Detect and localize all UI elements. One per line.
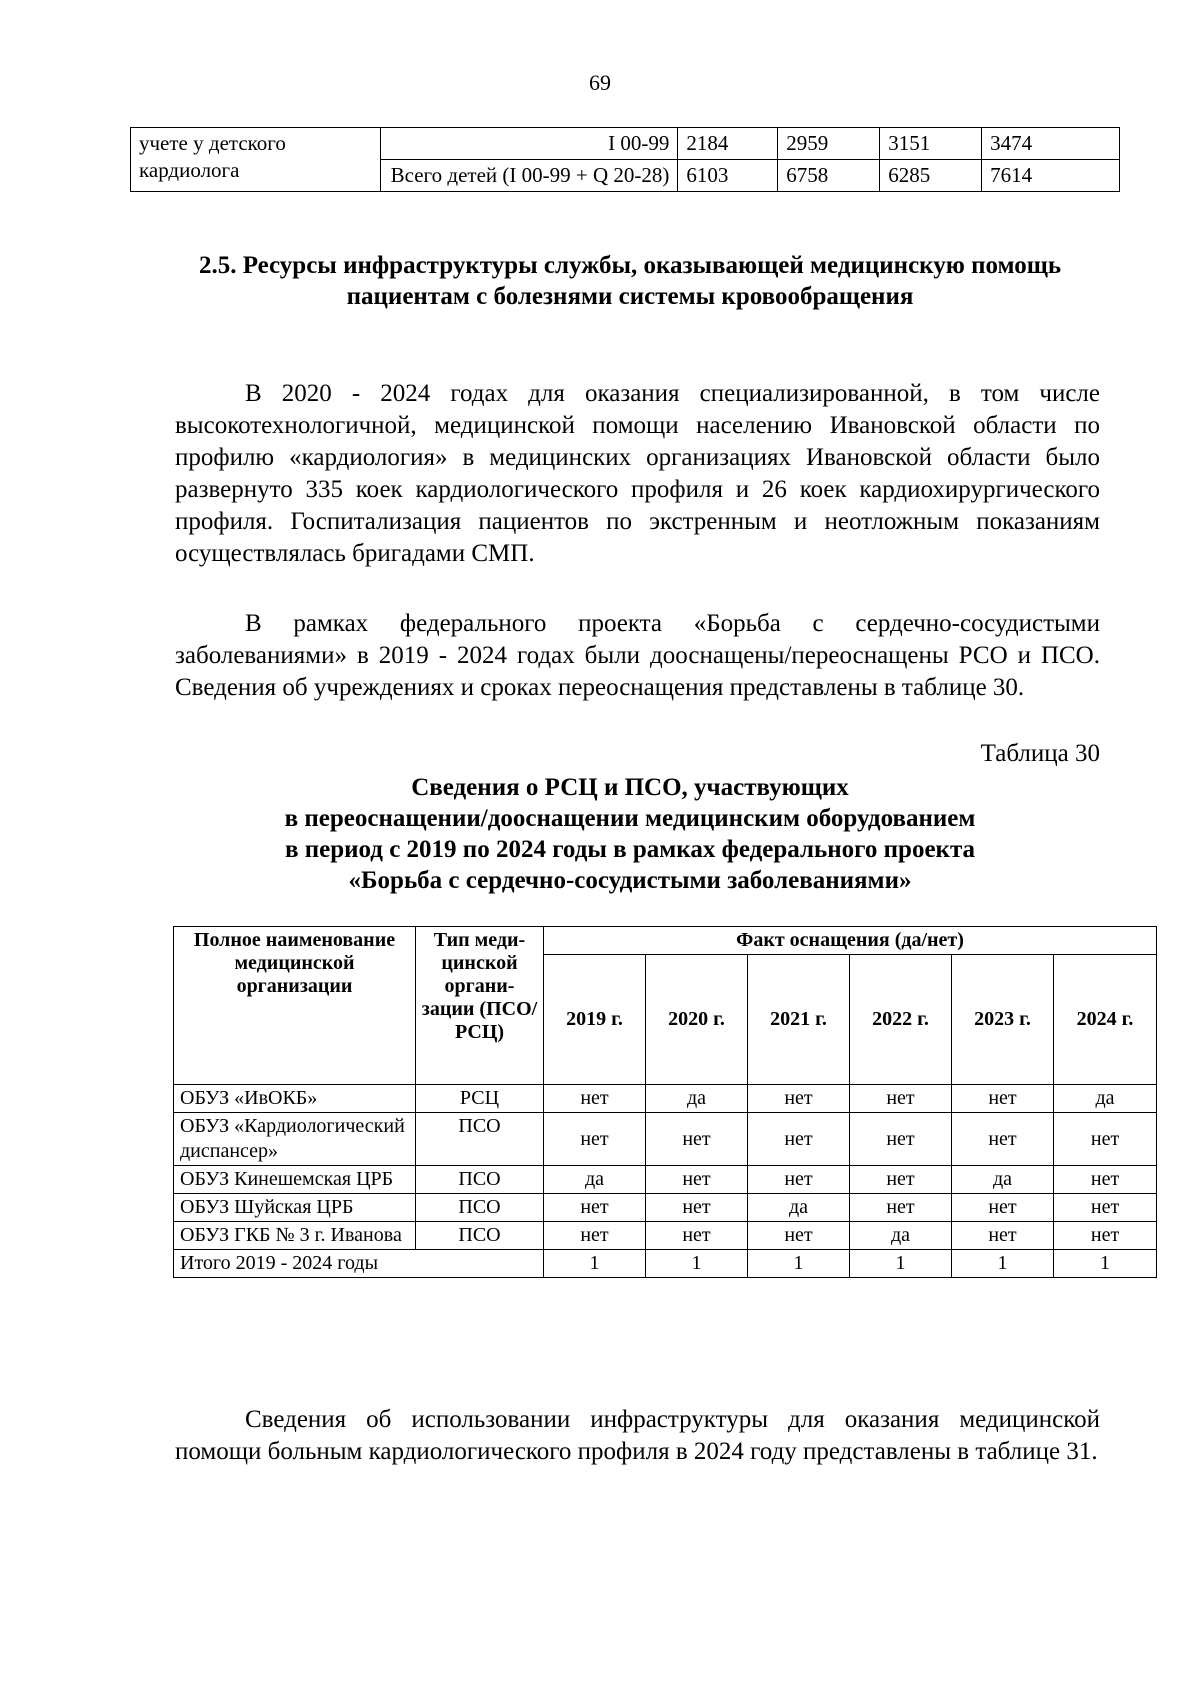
value-cell: нет xyxy=(952,1085,1054,1113)
header-org: Полное наименование медицинской организации xyxy=(174,927,416,1085)
value-cell: нет xyxy=(748,1222,850,1250)
org-cell: ОБУЗ Шуйская ЦРБ xyxy=(174,1194,416,1222)
org-cell: ОБУЗ «Кардиологический диспансер» xyxy=(174,1113,416,1166)
table-row xyxy=(174,1222,1157,1250)
type-cell: ПСО xyxy=(416,1222,544,1250)
value-cell: 6103 xyxy=(678,160,778,192)
type-cell: РСЦ xyxy=(416,1085,544,1113)
value-cell: нет xyxy=(850,1113,952,1166)
value-cell: нет xyxy=(850,1194,952,1222)
page-number: 69 xyxy=(589,70,611,95)
continued-table xyxy=(130,127,1120,192)
value-cell: 3151 xyxy=(880,128,982,160)
type-cell: ПСО xyxy=(416,1113,544,1166)
value-cell: нет xyxy=(952,1222,1054,1250)
table-row xyxy=(131,128,1120,160)
total-cell: 1 xyxy=(850,1250,952,1278)
code-cell: I 00-99 xyxy=(380,128,678,160)
value-cell: нет xyxy=(1054,1166,1157,1194)
table-header-row xyxy=(174,927,1157,955)
value-cell: да xyxy=(952,1166,1054,1194)
header-year: 2019 г. xyxy=(544,955,646,1085)
header-type: Тип меди-цинской органи-зации (ПСО/ РСЦ) xyxy=(416,927,544,1085)
value-cell: 6758 xyxy=(778,160,880,192)
header-fact: Факт оснащения (да/нет) xyxy=(544,927,1157,955)
value-cell: нет xyxy=(952,1194,1054,1222)
table-row xyxy=(174,1113,1157,1166)
header-year: 2024 г. xyxy=(1054,955,1157,1085)
value-cell: нет xyxy=(1054,1113,1157,1166)
value-cell: 6285 xyxy=(880,160,982,192)
section-title: 2.5. Ресурсы инфраструктуры службы, оказывающей медицинскую помощь пациентам с болезнями системы кровообращения xyxy=(198,252,1062,310)
value-cell: нет xyxy=(544,1085,646,1113)
value-cell: нет xyxy=(1054,1194,1157,1222)
table-row xyxy=(174,1085,1157,1113)
value-cell: нет xyxy=(646,1222,748,1250)
value-cell: нет xyxy=(748,1166,850,1194)
value-cell: нет xyxy=(748,1113,850,1166)
type-cell: ПСО xyxy=(416,1194,544,1222)
org-cell: ОБУЗ Кинешемская ЦРБ xyxy=(174,1166,416,1194)
value-cell: нет xyxy=(544,1194,646,1222)
total-cell: 1 xyxy=(544,1250,646,1278)
header-year: 2021 г. xyxy=(748,955,850,1085)
value-cell: нет xyxy=(646,1166,748,1194)
value-cell: 7614 xyxy=(982,160,1120,192)
header-year: 2020 г. xyxy=(646,955,748,1085)
value-cell: нет xyxy=(952,1113,1054,1166)
value-cell: да xyxy=(850,1222,952,1250)
equipment-table xyxy=(173,926,1157,1278)
table-row xyxy=(174,1194,1157,1222)
table-caption: Сведения о РСЦ и ПСО, участвующих в переоснащении/дооснащении медицинским оборудованием в период с 2019 по 2024 годы в рамках федерального проекта «Борьба с сердечно-сосудистыми заболеваниями» xyxy=(284,774,976,894)
value-cell: нет xyxy=(646,1113,748,1166)
paragraph: В рамках федерального проекта «Борьба с сердечно-сосудистыми заболеваниями» в 2019 - 2024 годах были дооснащены/переоснащены РСО и ПСО. Сведения об учреждениях и сроках переоснащения представлены в таблице 30. xyxy=(175,610,1100,701)
value-cell: 3474 xyxy=(982,128,1120,160)
value-cell: нет xyxy=(850,1166,952,1194)
total-cell: 1 xyxy=(646,1250,748,1278)
paragraph: Сведения об использовании инфраструктуры для оказания медицинской помощи больным кардиологического профиля в 2024 году представлены в таблице 31. xyxy=(175,1406,1100,1465)
total-label: Итого 2019 - 2024 годы xyxy=(174,1250,544,1278)
table-row xyxy=(174,1166,1157,1194)
paragraph: В 2020 - 2024 годах для оказания специализированной, в том числе высокотехнологичной, медицинской помощи населению Ивановской области по профилю «кардиология» в медицинских организациях Ивановской области было развернуто 335 коек кардиологического профиля и 26 коек кардиохирургического профиля. Госпитализация пациентов по экстренным и неотложным показаниям осуществлялась бригадами СМП. xyxy=(175,380,1100,567)
row-label: учете у детского кардиолога xyxy=(131,128,381,192)
value-cell: 2184 xyxy=(678,128,778,160)
value-cell: да xyxy=(544,1166,646,1194)
org-cell: ОБУЗ «ИвОКБ» xyxy=(174,1085,416,1113)
value-cell: нет xyxy=(748,1085,850,1113)
org-cell: ОБУЗ ГКБ № 3 г. Иванова xyxy=(174,1222,416,1250)
value-cell: нет xyxy=(850,1085,952,1113)
value-cell: да xyxy=(646,1085,748,1113)
value-cell: да xyxy=(748,1194,850,1222)
value-cell: да xyxy=(1054,1085,1157,1113)
value-cell: нет xyxy=(1054,1222,1157,1250)
type-cell: ПСО xyxy=(416,1166,544,1194)
value-cell: нет xyxy=(544,1113,646,1166)
value-cell: нет xyxy=(646,1194,748,1222)
header-year: 2023 г. xyxy=(952,955,1054,1085)
total-cell: 1 xyxy=(1054,1250,1157,1278)
header-year: 2022 г. xyxy=(850,955,952,1085)
code-cell: Всего детей (I 00-99 + Q 20-28) xyxy=(380,160,678,192)
total-cell: 1 xyxy=(748,1250,850,1278)
table-total-row xyxy=(174,1250,1157,1278)
value-cell: нет xyxy=(544,1222,646,1250)
table-label: Таблица 30 xyxy=(980,740,1100,767)
value-cell: 2959 xyxy=(778,128,880,160)
total-cell: 1 xyxy=(952,1250,1054,1278)
